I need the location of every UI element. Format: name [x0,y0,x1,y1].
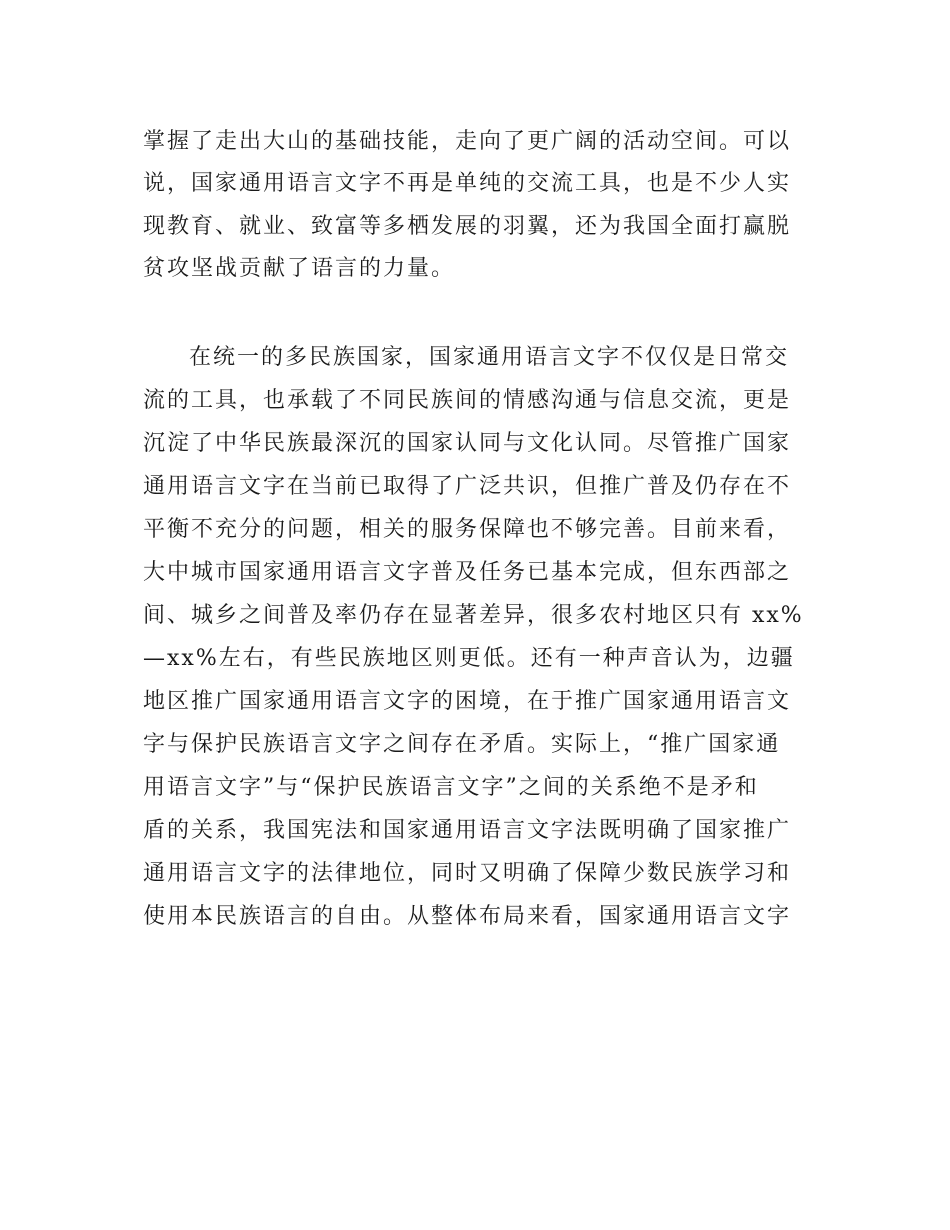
text-line: 掌握了走出大山的基础技能，走向了更广阔的活动空间。可以 [143,129,792,154]
text-line: 用语言文字”与“保护民族语言文字”之间的关系绝不是矛和 [143,775,759,800]
text-line: 通用语言文字在当前已取得了广泛共识，但推广普及仍存在不 [143,474,792,499]
text-line: 地区推广国家通用语言文字的困境，在于推广国家通用语言文 [143,689,792,714]
text-line: 平衡不充分的问题，相关的服务保障也不够完善。目前来看， [143,517,792,542]
text-line: 大中城市国家通用语言文字普及任务已基本完成，但东西部之 [143,560,792,585]
text-line: 流的工具，也承载了不同民族间的情感沟通与信息交流，更是 [143,388,792,413]
text-line: 在统一的多民族国家，国家通用语言文字不仅仅是日常交 [189,345,790,370]
text-line: 使用本民族语言的自由。从整体布局来看，国家通用语言文字 [143,904,792,929]
text-line: 间、城乡之间普及率仍存在显著差异，很多农村地区只有 xx% [143,603,804,628]
text-line: 贫攻坚战贡献了语言的力量。 [143,256,456,281]
text-line: 说，国家通用语言文字不再是单纯的交流工具，也是不少人实 [143,171,792,196]
text-line: 沉淀了中华民族最深沉的国家认同与文化认同。尽管推广国家 [143,431,792,456]
text-line: —xx%左右，有些民族地区则更低。还有一种声音认为，边疆 [143,646,795,671]
text-line: 字与保护民族语言文字之间存在矛盾。实际上，“推广国家通 [143,732,781,757]
text-line: 通用语言文字的法律地位，同时又明确了保障少数民族学习和 [143,861,792,886]
text-line: 盾的关系，我国宪法和国家通用语言文字法既明确了国家推广 [143,818,792,843]
text-line: 现教育、就业、致富等多栖发展的羽翼，还为我国全面打赢脱 [143,214,792,239]
